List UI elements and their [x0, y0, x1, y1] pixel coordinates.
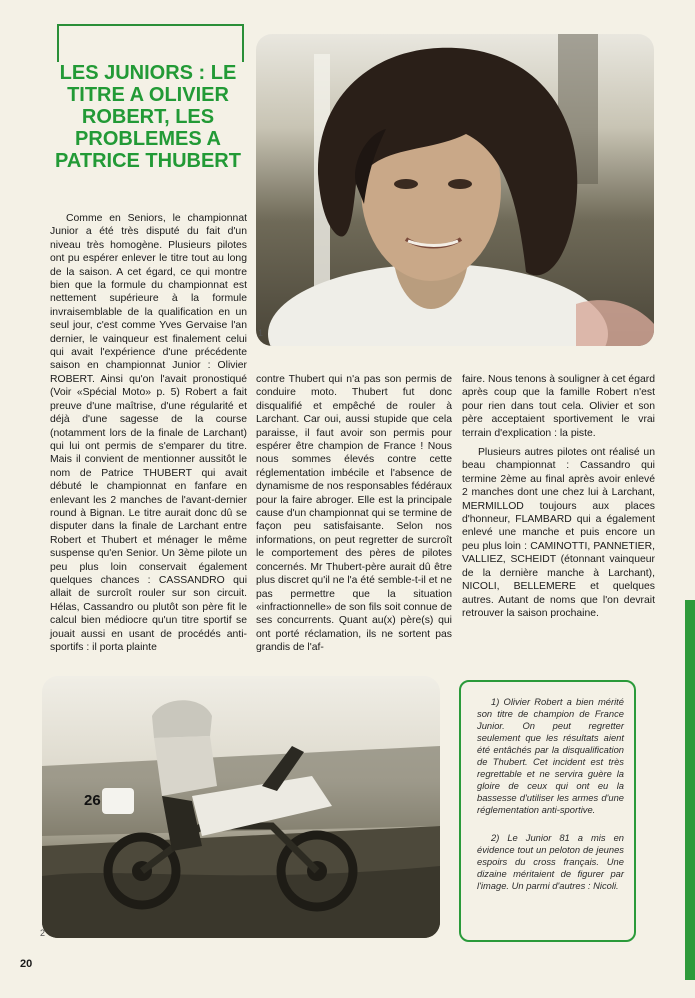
paragraph: contre Thubert qui n'a pas son permis de conduire moto. Thubert fut donc disqualifié et empêché de rouler à Larchant. Car oui, aussi stupide que cela paraisse, il faut avoir son permis pour espérer être champion de France ! Nous nous sommes élevés contre cette réglementation imbécile et l'absence de dynamisme de nos responsables fédéraux pour la faire abroger. Elle est la principale cause d'un championnat qui se termine de façon peu satisfaisante. Selon nos informations, on peut regretter de surcroît le comportement des pères de pilotes concernés. Mr Thubert-père aurait dû être plus discret qu'il ne l'a été semble-t-il et ne pas permettre que la situation «infractionnelle» de son fils soit connue de ses concurrents. Quant au(x) père(s) qui ont porté réclamation, ils ne sortent pas grandis de l'af-: [256, 374, 452, 654]
paragraph: Plusieurs autres pilotes ont réalisé un beau championnat : Cassandro qui termine 2ème au final après avoir enlevé 2 manches dont une chez lui à Larchant, MERMILLOD toujours aux places d'honneur, FLAMBARD qui a également enlevé une manche et puis encore un peu plus loin : CAMINOTTI, PANNETIER, VALLIEZ, SCHEIDT (étonnant vainqueur de la dernière manche à Larchant), NICOLI, BELLEMERE et quelques autres. Autant de noms que l'on devrait retrouver la saison prochaine.: [462, 447, 655, 619]
race-number: 26: [84, 792, 101, 809]
photo-1-label: 1: [258, 328, 264, 338]
caption-box: [459, 680, 636, 942]
portrait-photo-art: [256, 34, 654, 346]
caption-2: 2) Le Junior 81 a mis en évidence tout un peloton de jeunes espoirs du cross français. Une dizaine méritaient de figurer par l'image. Un parmi d'autres : Nicoli.: [477, 832, 624, 891]
motocross-photo: [42, 676, 440, 938]
paragraph: Comme en Seniors, le championnat Junior a été très disputé du fait d'un niveau très homogène. Plusieurs pilotes ont pu espérer enlever le titre tout au long de la saison. A cet égard, ce qui montre bien que la formule du championnat est nettement supérieure à la formule invraisemblable de la qualification en un seul jour, c'est comme Yves Gervaise l'an dernier, le vainqueur est finalement celui qui avait l'expérience d'une précédente saison en championnat Junior : Olivier ROBERT. Ainsi qu'on l'avait pronostiqué (Voir «Spécial Moto» p. 5) Robert a fait preuve d'une maîtrise, d'une régularité et déjà d'une sagesse de la course (notamment lors de la finale de Larchant) qui lui ont permis de s'emparer du titre. Mais il convient de mentionner aussitôt le nom de Patrice THUBERT qui avait débuté le championnat en fanfare en enlevant les 2 manches de l'avant-dernier round à Bignan. Le titre aurait donc dû se disputer dans la finale de Larchant entre Robert et Thubert et ménager le même suspense qu'en Senior. Un 3ème pilote un peu plus loin conservait également quelques chances : CASSANDRO qui allait de surcroît rouler sur son circuit. Hélas, Cassandro ou plutôt son père fit le calcul bien médiocre qu'un titre sportif se jouait aussi en usant de procédés anti-sportifs : il porta plainte: [50, 213, 247, 653]
article-column-2: [256, 373, 452, 661]
page-number: 20: [20, 958, 33, 970]
green-page-edge: [685, 600, 695, 980]
portrait-photo: [256, 34, 654, 346]
headline: LES JUNIORS : LE TITRE A OLIVIER ROBERT, LES PROBLEMES A PATRICE THUBERT: [55, 62, 241, 172]
article-column-3: [462, 373, 655, 626]
caption-1: 1) Olivier Robert a bien mérité son titre de champion de France Junior. On peut regretter seulement que les résultats aient été entâchés par la disqualification de Thubert. Cet incident est très regrettable et ne servira guère la gloire de ceux qui ont eu la bassesse d'utiliser les armes d'une réglementation anti-sportive.: [477, 696, 624, 815]
photo-2-label: 2: [40, 928, 46, 938]
article-column-1: [50, 212, 247, 660]
paragraph: faire. Nous tenons à souligner à cet égard après coup que la famille Robert n'est pour rien dans tout cela. Olivier et son père acceptaient sportivement le vrai terrain d'explication : la piste.: [462, 374, 655, 439]
motocross-photo-art: [42, 676, 440, 938]
title-frame: [57, 24, 244, 62]
